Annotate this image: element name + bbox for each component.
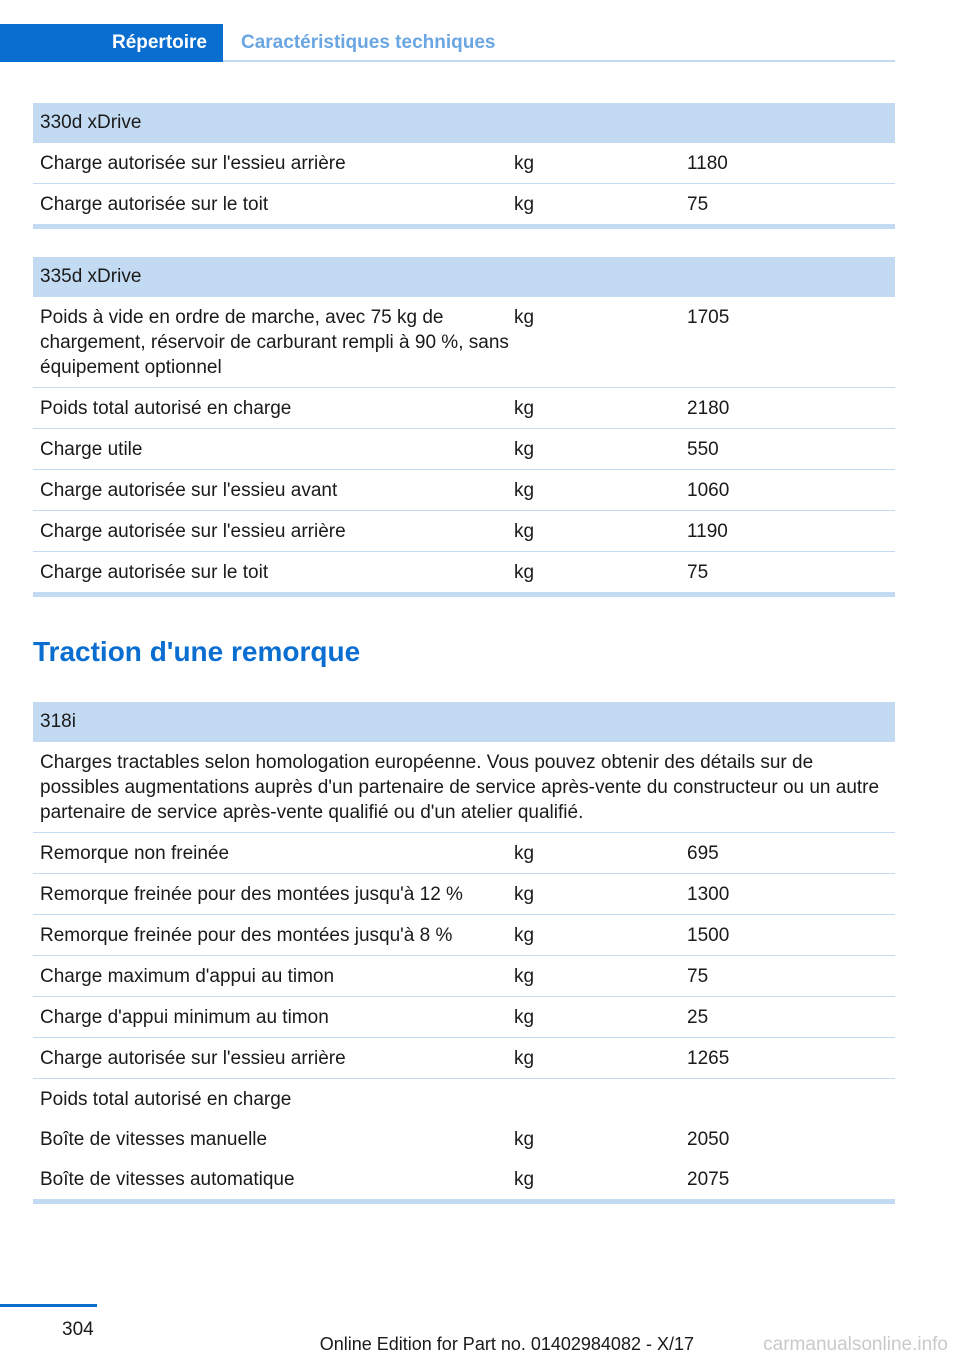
table-330d-xdrive [33, 103, 895, 229]
row-label: Poids total autorisé en charge [40, 398, 292, 419]
table-row [33, 297, 895, 388]
table-row [33, 915, 895, 956]
row-value: 1190 [687, 521, 728, 542]
row-unit: kg [514, 925, 535, 946]
table-row [33, 874, 895, 915]
row-label: Boîte de vitesses automatique [40, 1169, 295, 1190]
table-row [33, 143, 895, 184]
row-label: Poids total autorisé en charge [40, 1089, 292, 1110]
table-header: 330d xDrive [33, 103, 895, 143]
row-value: 25 [687, 1007, 709, 1028]
row-value: 550 [687, 439, 719, 460]
footer-accent-line [0, 1304, 97, 1307]
row-value: 75 [687, 194, 709, 215]
row-value: 1265 [687, 1048, 730, 1069]
row-unit: kg [514, 521, 535, 542]
row-label: Charge autorisée sur l'essieu avant [40, 480, 338, 501]
row-value: 2180 [687, 398, 730, 419]
row-label: Charge autorisée sur l'essieu arrière [40, 1048, 346, 1069]
table-header: 335d xDrive [33, 257, 895, 297]
row-unit: kg [514, 1048, 535, 1069]
page-number: 304 [62, 1319, 94, 1340]
row-unit: kg [514, 194, 535, 215]
table-row [33, 1038, 895, 1079]
row-unit: kg [514, 1169, 535, 1190]
row-label: Remorque non freinée [40, 843, 230, 864]
row-value [687, 1087, 895, 1112]
table-row [33, 1159, 895, 1199]
section-title: Traction d'une remorque [33, 636, 361, 667]
row-label: Charge autorisée sur le toit [40, 562, 269, 583]
table-row [33, 833, 895, 874]
row-label: Charge autorisée sur le toit [40, 194, 269, 215]
edition-info: Online Edition for Part no. 01402984082 - X/17 [319, 1334, 694, 1354]
table-row [33, 470, 895, 511]
table-318i [33, 702, 895, 1204]
row-value: 75 [687, 966, 709, 987]
row-value: 1180 [687, 153, 728, 174]
row-unit: kg [514, 398, 535, 419]
row-value: 695 [687, 843, 719, 864]
row-value: 1060 [687, 480, 730, 501]
row-unit: kg [514, 843, 535, 864]
table-header: 318i [33, 702, 895, 742]
row-unit: kg [514, 562, 535, 583]
row-value: 1500 [687, 925, 730, 946]
row-value: 2050 [687, 1129, 730, 1150]
row-label: Charge d'appui minimum au timon [40, 1007, 329, 1028]
row-unit: kg [514, 439, 535, 460]
row-unit: kg [514, 884, 535, 905]
row-label: Charge maximum d'appui au timon [40, 966, 335, 987]
row-value: 1300 [687, 884, 730, 905]
table-note: Charges tractables selon homologation européenne. Vous pouvez obtenir des détails sur de possibles augmentations auprès d'un partenaire de service après-vente du constructeur ou un autre partenaire de service après-vente qualifié ou d'un atelier qualifié. [33, 742, 895, 833]
watermark: carmanualsonline.info [763, 1334, 948, 1355]
row-label: Remorque freinée pour des montées jusqu'à 12 % [40, 884, 463, 905]
row-label: Charge autorisée sur l'essieu arrière [40, 521, 346, 542]
row-unit: kg [514, 153, 535, 174]
row-label: Remorque freinée pour des montées jusqu'à 8 % [40, 925, 453, 946]
table-row [33, 956, 895, 997]
row-label: Charge utile [40, 439, 143, 460]
row-unit: kg [514, 307, 535, 328]
table-row [33, 997, 895, 1038]
table-row [33, 388, 895, 429]
table-row [33, 184, 895, 224]
row-label: Charge autorisée sur l'essieu arrière [40, 153, 346, 174]
row-unit: kg [514, 1007, 535, 1028]
table-335d-xdrive [33, 257, 895, 597]
row-value: 75 [687, 562, 709, 583]
row-label: Poids à vide en ordre de marche, avec 75 kg de chargement, réservoir de carburant rempli à 90 %, sans équipement optionnel [40, 307, 509, 378]
table-row [33, 1119, 895, 1159]
row-unit: kg [514, 480, 535, 501]
tab-repertoire[interactable]: Répertoire [0, 24, 223, 62]
table-row [33, 1079, 895, 1119]
row-unit: kg [514, 1129, 535, 1150]
table-row [33, 429, 895, 470]
tab-caracteristiques-techniques[interactable]: Caractéristiques techniques [241, 32, 496, 53]
row-label: Boîte de vitesses manuelle [40, 1129, 268, 1150]
row-unit: kg [514, 966, 535, 987]
row-value: 1705 [687, 307, 730, 328]
row-unit [514, 1087, 687, 1112]
row-value: 2075 [687, 1169, 730, 1190]
table-row [33, 511, 895, 552]
table-row [33, 552, 895, 592]
page-header [0, 24, 895, 62]
